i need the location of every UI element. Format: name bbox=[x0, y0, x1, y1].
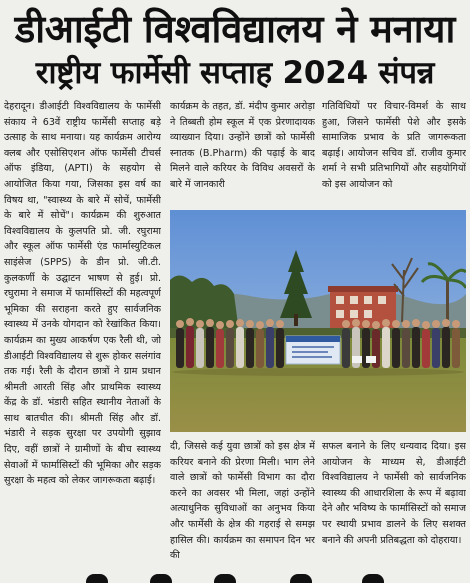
article-column-5 bbox=[322, 439, 466, 573]
glyph-fragment bbox=[362, 574, 384, 583]
article-text-col4: दी, जिससे कई युवा छात्रों को इस क्षेत्र में करियर बनाने की प्रेरणा मिली। भाग लेने वाले छात्रों को फार्मेसी विभाग का दौरा करने का अवसर भी मिला, जहां उन्होंने अत्याधुनिक सुविधाओं का अनुभव किया और फार्मेसी के क्षेत्र की गहराई से समझ हासिल की। कार्यक्रम का समापन दिन भर की bbox=[170, 441, 315, 562]
headline-line-2: राष्ट्रीय फार्मेसी सप्ताह 2024 संपन्न bbox=[35, 55, 435, 91]
article-column-3 bbox=[322, 99, 466, 204]
article-column-2 bbox=[170, 99, 315, 204]
article-text-col2: कार्यक्रम के तहत, डॉ. मंदीप कुमार अरोड़ा ने तिब्बती होम स्कूल में एक प्रेरणादायक व्याख्यान दिया। उन्होंने छात्रों को फार्मेसी स्नातक (B.Pharm) की पढ़ाई के बाद मिलने वाले करियर के विविध अवसरों के बारे में जानकारी bbox=[170, 101, 315, 190]
headline-line-1: डीआईटी विश्वविद्यालय ने मनाया bbox=[14, 7, 456, 51]
glyph-fragment bbox=[214, 574, 236, 583]
article-text-col3: गतिविधियों पर विचार-विमर्श के साथ हुआ, जिसने फार्मेसी पेशे और इसके सामाजिक प्रभाव के प्रति जागरूकता बढ़ाई। आयोजन सचिव डॉ. राजीव कुमार शर्मा ने सभी प्रतिभागियों और सहयोगियों को इस आयोजन को bbox=[322, 101, 466, 190]
next-headline-fragment bbox=[0, 572, 470, 583]
article-column-1 bbox=[4, 99, 161, 571]
glyph-fragment bbox=[86, 574, 108, 583]
group-photo-image bbox=[170, 210, 466, 432]
article-text-col1: देहरादून। डीआईटी विश्वविद्यालय के फार्मेसी संकाय ने 63वें राष्ट्रीय फार्मेसी सप्ताह बड़े उत्साह के साथ मनाया। यह कार्यक्रम आरोग्य क्लब और एसोसिएशन ऑफ फार्मेसी टीचर्स ऑफ इंडिया, (APTI) के सहयोग से आयोजित किया गया, जिसका इस वर्ष का विषय था, "स्वास्थ्य के बारे में सोचें, फार्मेसी के बारे में सोचें"। कार्यक्रम की शुरुआत विश्वविद्यालय के कुलपति प्रो. जी. रघुरामा और स्कूल ऑफ फार्मेसी एंड फार्मास्युटिकल साइंसेज (SPPS) के डीन प्रो. जी.टी. कुलकर्णी के उद्घाटन भाषण से हुई। प्रो. रघुरामा ने समाज में फार्मासिस्टों की महत्वपूर्ण भूमिका की सराहना करते हुए सार्वजनिक स्वास्थ्य में उनके योगदान को रेखांकित किया। कार्यक्रम का मुख्य आकर्षण एक रैली थी, जो डीआईटी विश्वविद्यालय से शुरू होकर सलंगांव तक गई। रैली के दौरान छात्रों ने ग्राम प्रधान श्रीमती आरती सिंह और प्राथमिक स्वास्थ्य केंद्र के डॉ. भंडारी सहित स्थानीय नेताओं के साथ बातचीत की। श्रीमती सिंह और डॉ. भंडारी ने सड़क सुरक्षा पर उपयोगी सुझाव दिए, वहीं छात्रों ने ग्रामीणों के बीच स्वास्थ्य सेवाओं में फार्मासिस्टों की भूमिका और सड़क सुरक्षा के महत्व को लेकर जागरूकता बढ़ाई। bbox=[4, 101, 161, 487]
group-photo bbox=[170, 210, 466, 432]
glyph-fragment bbox=[150, 574, 172, 583]
glyph-fragment bbox=[290, 574, 312, 583]
article-text-col5: सफल बनाने के लिए धन्यवाद दिया। इस आयोजन के माध्यम से, डीआईटी विश्वविद्यालय ने फार्मेसी को सार्वजनिक स्वास्थ्य की आधारशिला के रूप में बढ़ावा देने और भविष्य के फार्मासिस्टों को समाज पर स्थायी प्रभाव डालने के लिए सशक्त बनाने की अपनी प्रतिबद्धता को दोहराया। bbox=[322, 441, 466, 546]
article-column-4 bbox=[170, 439, 315, 573]
